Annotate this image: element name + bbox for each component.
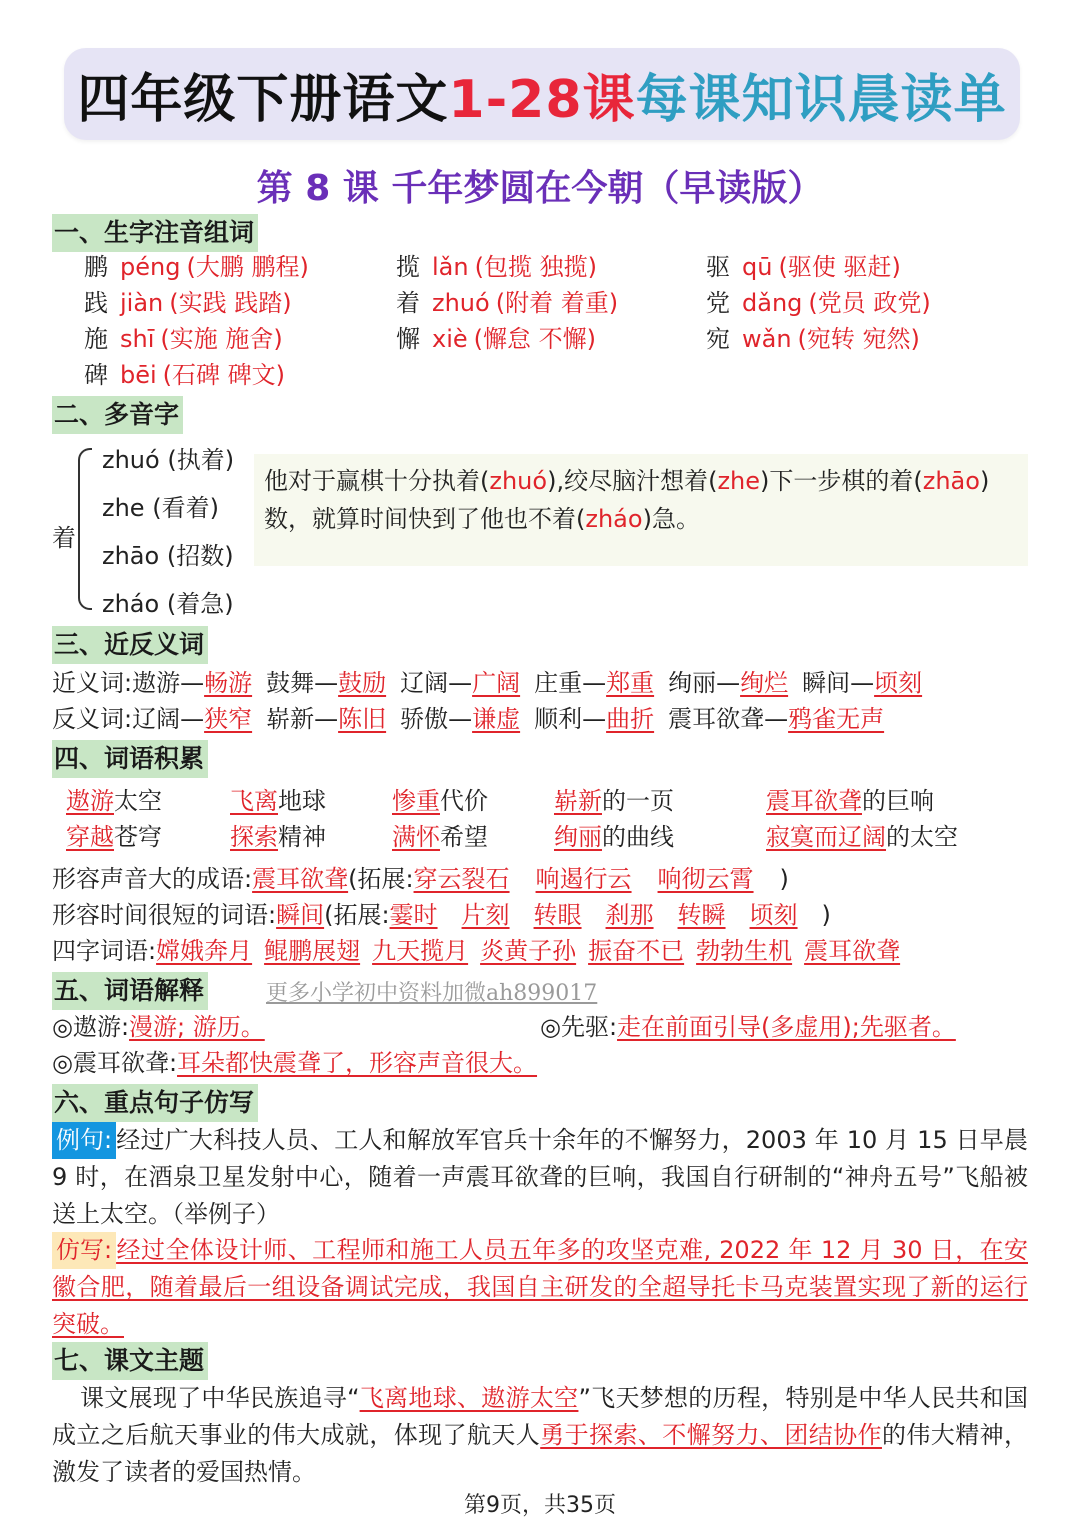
word-pair: (实施 施舍) xyxy=(160,325,283,353)
phrase-rest: 地球 xyxy=(278,787,326,815)
char-entry xyxy=(84,322,283,356)
hanzi: 宛 xyxy=(706,325,730,353)
polyphone-reading: zhe (看着) xyxy=(102,494,219,522)
polyphone-char: 着 xyxy=(52,524,76,552)
sentence-text: )数，就算时间快到了他也不着( xyxy=(264,467,990,533)
theme-highlight: 飞离地球、遨游太空 xyxy=(359,1384,579,1412)
section-heading-3: 三、近反义词 xyxy=(52,626,208,664)
phrase-key: 震耳欲聋 xyxy=(766,787,862,815)
pair-answer: 曲折 xyxy=(606,705,655,733)
polyphone-sentence-box xyxy=(254,454,1028,566)
example-label: 例句: xyxy=(52,1122,116,1159)
idiom: 霎时 xyxy=(389,901,438,929)
imitation-text: 经过全体设计师、工程师和施工人员五年多的攻坚克难, 2022 年 12 月 30 日，在安徽合肥，随着最后一组设备调试完成，我国自主研发的全超导托卡马克装置实现了新的运行突破。 xyxy=(52,1236,1028,1338)
hanzi: 着 xyxy=(396,289,420,317)
pair-word: 震耳欲聋— xyxy=(668,705,789,733)
pair-word: 绚丽— xyxy=(668,669,741,697)
word-pair: (实践 践踏) xyxy=(169,289,292,317)
word-pair: (石碑 碑文) xyxy=(162,361,286,389)
title-part1: 四年级下册语文 xyxy=(77,69,449,130)
antonyms-row xyxy=(52,702,898,736)
title-part3: 每课知识晨读单 xyxy=(635,69,1007,130)
sentence-pinyin: zháo xyxy=(585,505,643,533)
pair-answer: 谦虚 xyxy=(472,705,521,733)
pinyin: wǎn xyxy=(742,325,792,353)
sentence-pinyin: zhuó xyxy=(489,467,548,495)
pinyin: lǎn xyxy=(432,253,469,281)
word-pair: (驱使 驱赶) xyxy=(778,253,901,281)
polyphone-reading: zhāo (招数) xyxy=(102,542,234,570)
phrase-key: 穿越 xyxy=(66,823,114,851)
definition-text: 漫游; 游历。 xyxy=(129,1013,265,1041)
section-heading-7: 七、课文主题 xyxy=(52,1342,208,1380)
hanzi: 懈 xyxy=(396,325,420,353)
pair-word: 崭新— xyxy=(266,705,339,733)
idiom: 九天揽月 xyxy=(372,937,469,965)
time-main: 瞬间 xyxy=(276,901,325,929)
idiom: 顷刻 xyxy=(749,901,798,929)
hanzi: 驱 xyxy=(706,253,730,281)
phrase xyxy=(766,784,934,818)
theme-text: 课文展现了中华民族追寻“ xyxy=(80,1384,360,1412)
imitation-sentence xyxy=(52,1232,1028,1343)
four-label: 四字词语: xyxy=(52,937,157,965)
sound-label: 形容声音大的成语: xyxy=(52,865,253,893)
theme-text: ”飞天梦想的历程，特别是中华人民共和国成立之后航天事业的伟大成就，体现了航天人 xyxy=(52,1384,1029,1449)
char-entry xyxy=(706,286,931,320)
definition-term: ◎震耳欲聋: xyxy=(52,1049,178,1077)
pair-answer: 陈旧 xyxy=(338,705,387,733)
sentence-text: ),绞尽脑汁想着( xyxy=(547,467,718,495)
section-heading-2: 二、多音字 xyxy=(52,396,183,434)
phrase-rest: 精神 xyxy=(278,823,326,851)
pair-answer: 绚烂 xyxy=(740,669,789,697)
phrase xyxy=(392,784,488,818)
pinyin: bēi xyxy=(120,361,157,389)
time-label: 形容时间很短的词语: xyxy=(52,901,277,929)
idiom: 震耳欲聋 xyxy=(804,937,901,965)
watermark: 更多小学初中资料加微ah899017 xyxy=(266,981,598,1006)
hanzi: 碑 xyxy=(84,361,108,389)
hanzi: 践 xyxy=(84,289,108,317)
phrase-rest: 的巨响 xyxy=(862,787,934,815)
idiom: 嫦娥奔月 xyxy=(156,937,253,965)
phrase-rest: 的太空 xyxy=(886,823,958,851)
word-pair: (大鹏 鹏程) xyxy=(186,253,309,281)
idiom: 鲲鹏展翅 xyxy=(264,937,361,965)
sentence-pinyin: zhāo xyxy=(922,467,980,495)
phrase-key: 满怀 xyxy=(392,823,440,851)
pair-word: 辽阔— xyxy=(400,669,473,697)
phrase-key: 绚丽 xyxy=(554,823,602,851)
char-entry xyxy=(706,322,920,356)
char-entry xyxy=(84,250,309,284)
pair-word: 瞬间— xyxy=(802,669,875,697)
polyphone-reading: zhuó (执着) xyxy=(102,446,235,474)
phrase xyxy=(230,820,326,854)
section-heading-6: 六、重点句子仿写 xyxy=(52,1084,258,1122)
idiom: 振奋不已 xyxy=(588,937,685,965)
synonyms-label: 近义词: xyxy=(52,669,133,697)
section-heading-1: 一、生字注音组词 xyxy=(52,214,258,252)
pair-answer: 鸦雀无声 xyxy=(788,705,885,733)
definition-term: ◎先驱: xyxy=(540,1013,618,1041)
idiom: 响遏行云 xyxy=(535,865,632,893)
phrase xyxy=(766,820,958,854)
sentence-pinyin: zhe xyxy=(717,467,761,495)
sound-main: 震耳欲聋 xyxy=(252,865,349,893)
char-entry xyxy=(84,286,292,320)
phrase-key: 探索 xyxy=(230,823,278,851)
brace xyxy=(78,448,92,610)
char-entry xyxy=(84,358,285,392)
theme-text: 的伟大精神，激发了读者的爱国热情。 xyxy=(52,1421,1029,1486)
lesson-title: 第 8 课 千年梦圆在今朝（早读版） xyxy=(256,168,824,209)
pinyin: qū xyxy=(742,253,773,281)
word-pair: (包揽 独揽) xyxy=(474,253,597,281)
pair-word: 辽阔— xyxy=(132,705,205,733)
phrase xyxy=(554,784,674,818)
phrase-rest: 希望 xyxy=(440,823,488,851)
pinyin: jiàn xyxy=(120,289,164,317)
definition-item xyxy=(540,1010,956,1044)
idiom: 刹那 xyxy=(605,901,654,929)
section-heading-5: 五、词语解释 xyxy=(52,972,208,1010)
title-part2: 1-28课 xyxy=(448,69,636,130)
title-banner xyxy=(64,48,1020,140)
char-entry xyxy=(396,322,596,356)
definition-item xyxy=(52,1010,265,1044)
time-words-row xyxy=(52,898,831,932)
word-pair: (宛转 宛然) xyxy=(797,325,920,353)
theme-highlight: 勇于探索、不懈努力、团结协作 xyxy=(540,1421,882,1449)
phrase-key: 惨重 xyxy=(392,787,440,815)
imitation-label: 仿写: xyxy=(52,1232,116,1269)
definition-item xyxy=(52,1046,537,1080)
sound-idioms-row xyxy=(52,862,789,896)
phrase-rest: 代价 xyxy=(440,787,488,815)
pinyin: xiè xyxy=(432,325,468,353)
phrase-rest: 的一页 xyxy=(602,787,674,815)
phrase-rest: 苍穹 xyxy=(114,823,162,851)
phrase-key: 崭新 xyxy=(554,787,602,815)
hanzi: 党 xyxy=(706,289,730,317)
page-footer: 第9页，共35页 xyxy=(464,1493,616,1518)
close-paren: ) xyxy=(779,865,789,893)
synonyms-row xyxy=(52,666,936,700)
char-entry xyxy=(396,250,597,284)
phrase xyxy=(66,820,162,854)
phrase xyxy=(392,820,488,854)
phrase-rest: 太空 xyxy=(114,787,162,815)
pair-answer: 畅游 xyxy=(204,669,253,697)
phrase-key: 飞离 xyxy=(230,787,278,815)
definition-text: 走在前面引导(多虚用);先驱者。 xyxy=(617,1013,956,1041)
sentence-text: )急。 xyxy=(642,505,700,533)
hanzi: 揽 xyxy=(396,253,420,281)
char-entry xyxy=(706,250,901,284)
pair-word: 庄重— xyxy=(534,669,607,697)
pair-word: 顺利— xyxy=(534,705,607,733)
pinyin: dǎng xyxy=(742,289,803,317)
pinyin: shī xyxy=(120,325,155,353)
ext-label: (拓展: xyxy=(324,901,390,929)
antonyms-label: 反义词: xyxy=(52,705,133,733)
idiom: 转眼 xyxy=(533,901,582,929)
theme-paragraph xyxy=(52,1380,1028,1491)
close-paren: ) xyxy=(821,901,831,929)
section-heading-4: 四、词语积累 xyxy=(52,740,208,778)
hanzi: 鹏 xyxy=(84,253,108,281)
sentence-text: 他对于赢棋十分执着( xyxy=(264,467,490,495)
phrase-rest: 的曲线 xyxy=(602,823,674,851)
pair-word: 遨游— xyxy=(132,669,205,697)
idiom: 炎黄子孙 xyxy=(480,937,577,965)
idiom: 穿云裂石 xyxy=(413,865,510,893)
pair-word: 鼓舞— xyxy=(266,669,339,697)
char-entry xyxy=(396,286,618,320)
idiom: 片刻 xyxy=(461,901,510,929)
word-pair: (党员 政党) xyxy=(808,289,931,317)
pair-answer: 广阔 xyxy=(472,669,521,697)
four-char-row xyxy=(52,934,912,968)
polyphone-reading: zháo (着急) xyxy=(102,590,234,618)
idiom: 转瞬 xyxy=(677,901,726,929)
idiom: 勃勃生机 xyxy=(696,937,793,965)
phrase-key: 遨游 xyxy=(66,787,114,815)
phrase xyxy=(230,784,326,818)
word-pair: (懈怠 不懈) xyxy=(473,325,596,353)
pinyin: zhuó xyxy=(432,289,490,317)
phrase xyxy=(554,820,674,854)
hanzi: 施 xyxy=(84,325,108,353)
example-sentence xyxy=(52,1122,1028,1233)
sentence-text: )下一步棋的着( xyxy=(760,467,923,495)
pair-answer: 狭窄 xyxy=(204,705,253,733)
example-text: 经过广大科技人员、工人和解放军官兵十余年的不懈努力，2003 年 10 月 15 日早晨 9 时，在酒泉卫星发射中心，随着一声震耳欲聋的巨响，我国自行研制的“神舟五号”飞船被送上太空。（举例子） xyxy=(52,1126,1028,1228)
idiom: 响彻云霄 xyxy=(657,865,754,893)
definition-term: ◎遨游: xyxy=(52,1013,130,1041)
pair-answer: 顷刻 xyxy=(874,669,923,697)
word-pair: (附着 着重) xyxy=(495,289,619,317)
pair-word: 骄傲— xyxy=(400,705,473,733)
phrase xyxy=(66,784,162,818)
phrase-key: 寂寞而辽阔 xyxy=(766,823,886,851)
definition-text: 耳朵都快震聋了，形容声音很大。 xyxy=(177,1049,538,1077)
pair-answer: 郑重 xyxy=(606,669,655,697)
pinyin: péng xyxy=(120,253,181,281)
ext-label: (拓展: xyxy=(348,865,414,893)
pair-answer: 鼓励 xyxy=(338,669,387,697)
